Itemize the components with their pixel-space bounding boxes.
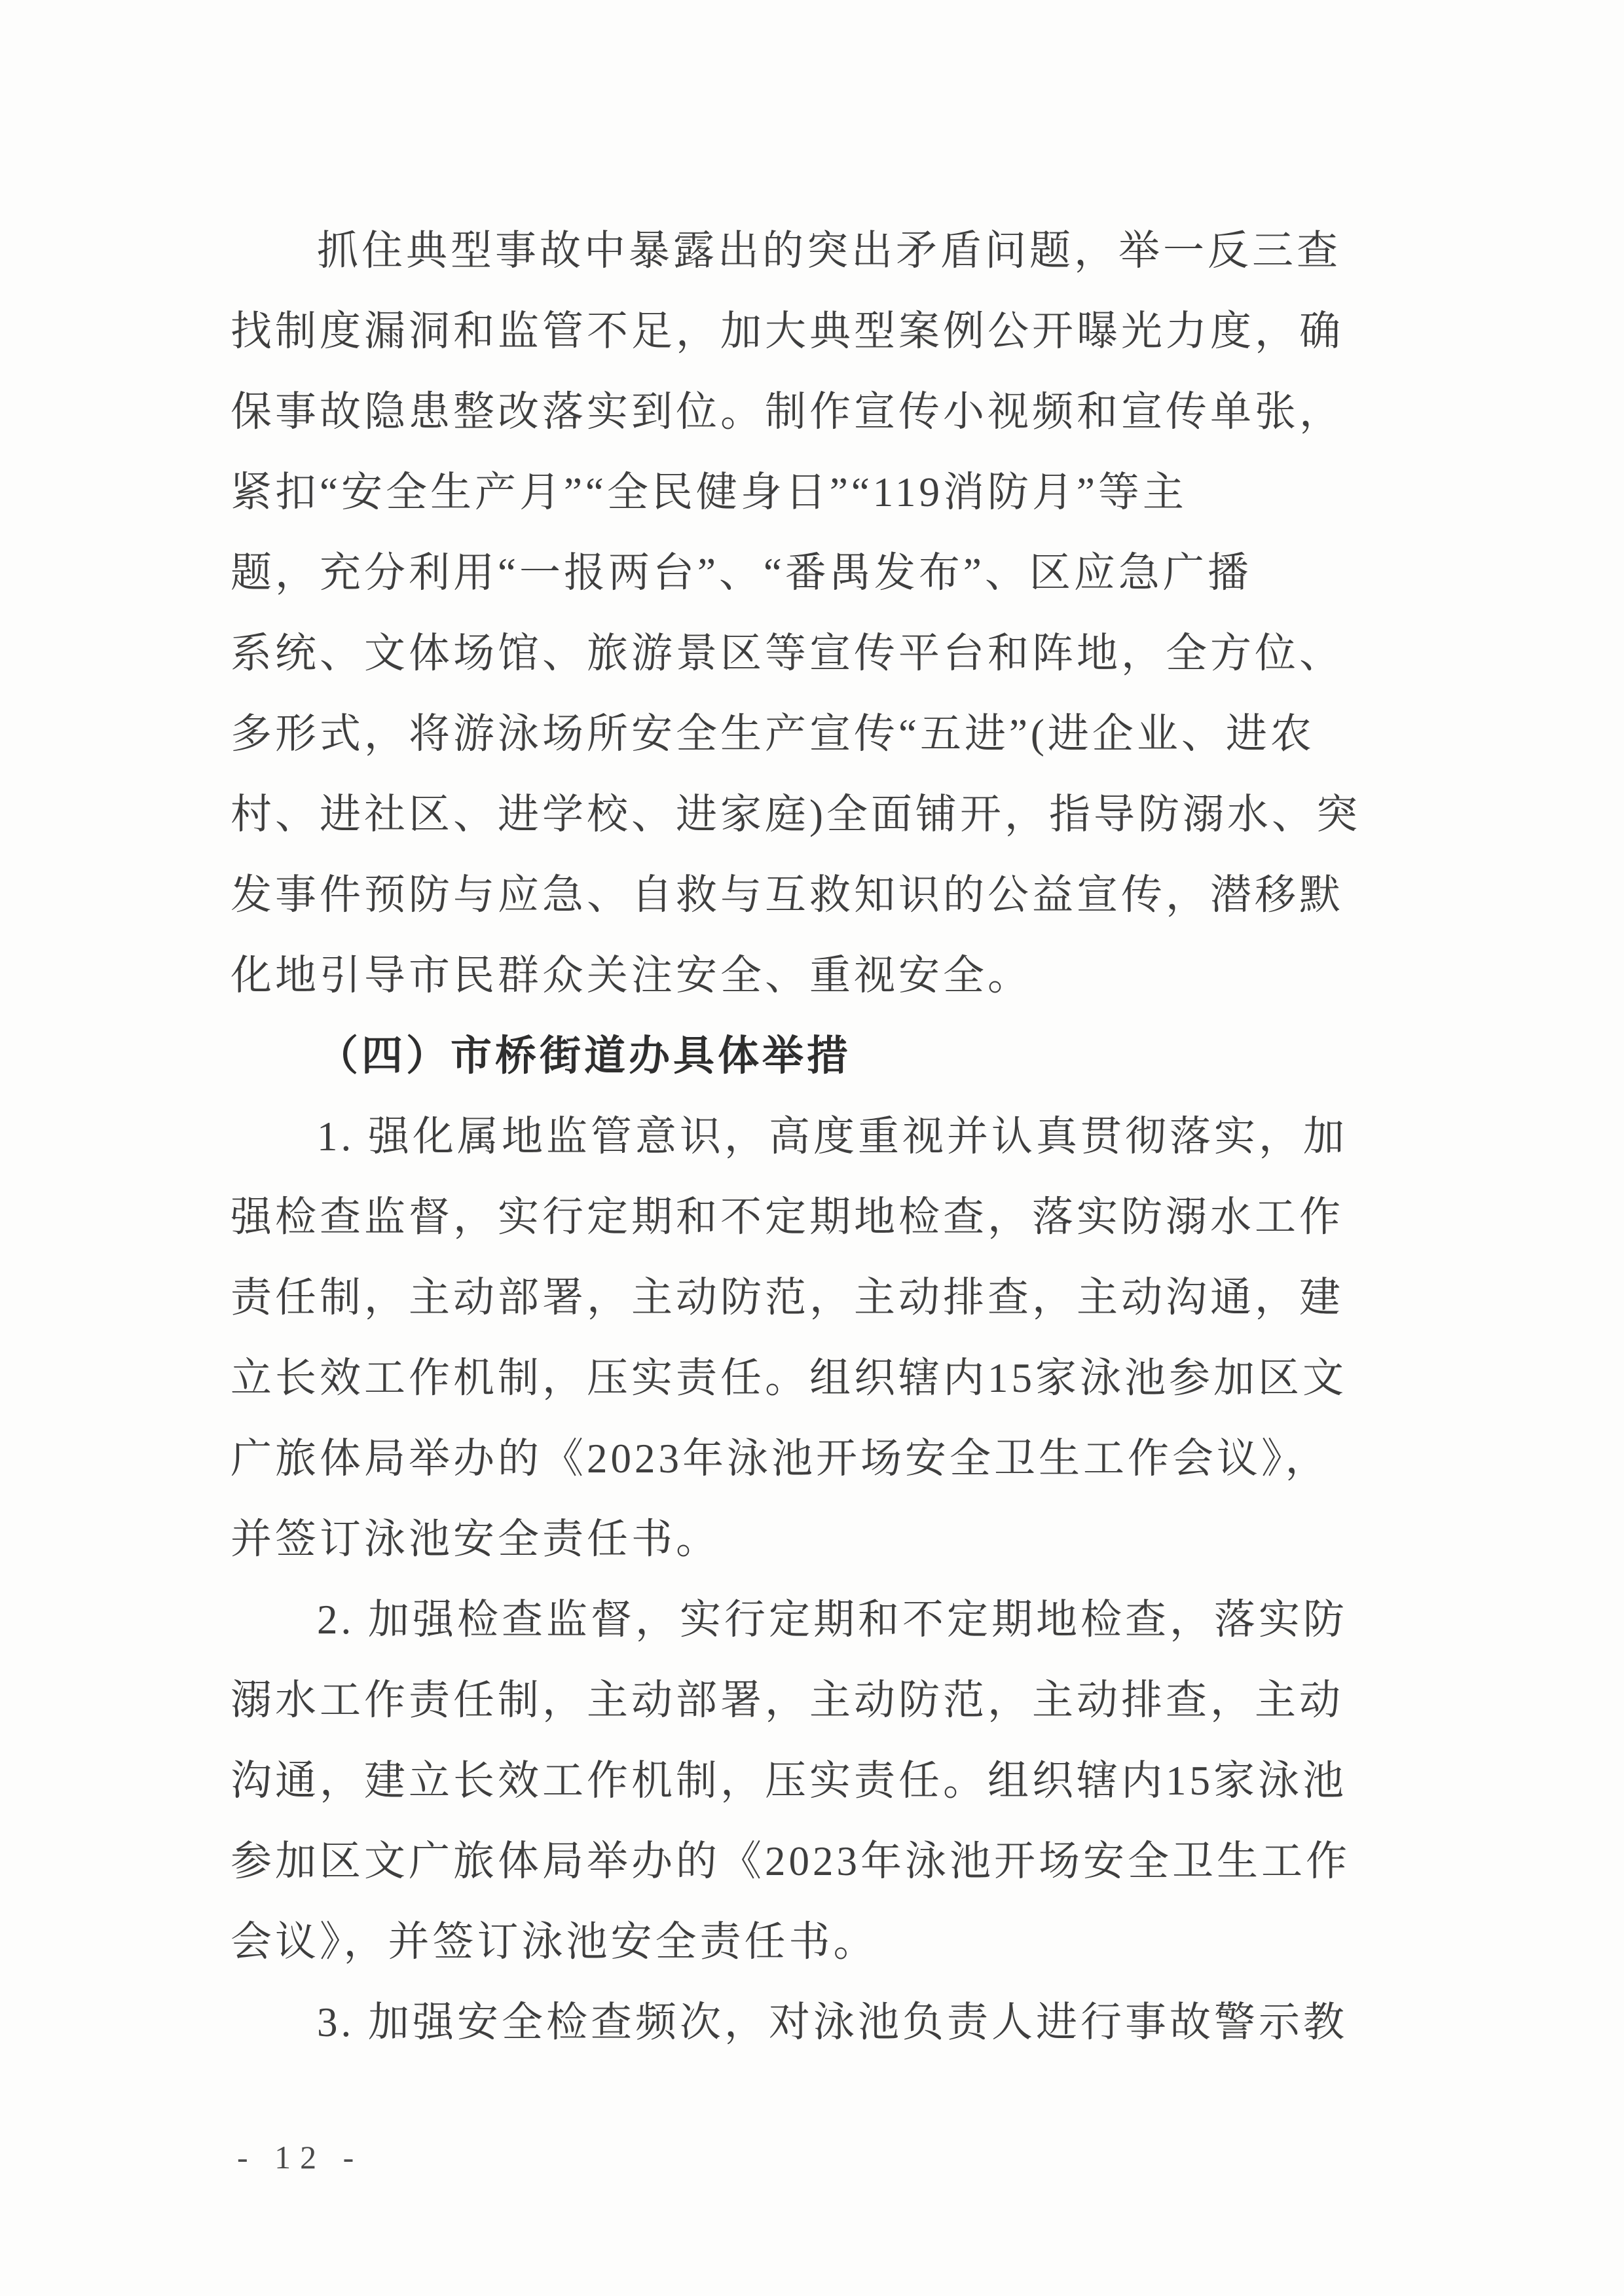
document-body xyxy=(231,207,1365,2059)
text-line: 抓住典型事故中暴露出的突出矛盾问题，举一反三查 xyxy=(317,228,1341,274)
text-line: 沟通，建立长效工作机制，压实责任。组织辖内15家泳池 xyxy=(231,1758,1347,1804)
text-line: 会议》，并签订泳池安全责任书。 xyxy=(231,1919,878,1965)
text-line: 紧扣“安全生产月”“全民健身日”“119消防月”等主 xyxy=(231,469,1187,515)
text-line: 找制度漏洞和监管不足，加大典型案例公开曝光力度，确 xyxy=(231,308,1344,354)
text-line: 责任制，主动部署，主动防范，主动排查，主动沟通，建 xyxy=(231,1275,1344,1321)
text-line: 化地引导市民群众关注安全、重视安全。 xyxy=(231,953,1032,998)
text-line: 保事故隐患整改落实到位。制作宣传小视频和宣传单张， xyxy=(231,389,1344,435)
text-line: 村、进社区、进学校、进家庭)全面铺开，指导防溺水、突 xyxy=(231,792,1361,837)
text-line: 题，充分利用“一报两台”、“番禺发布”、区应急广播 xyxy=(231,550,1252,596)
text-line: 广旅体局举办的《2023年泳池开场安全卫生工作会议》， xyxy=(231,1436,1330,1482)
text-line: 溺水工作责任制，主动部署，主动防范，主动排查，主动 xyxy=(231,1677,1344,1723)
text-line: 强检查监督，实行定期和不定期地检查，落实防溺水工作 xyxy=(231,1194,1344,1240)
text-line: 并签订泳池安全责任书。 xyxy=(231,1516,720,1562)
page-number: - 12 - xyxy=(237,2139,363,2176)
text-line: 发事件预防与应急、自救与互救知识的公益宣传，潜移默 xyxy=(231,872,1344,918)
text-line: 参加区文广旅体局举办的《2023年泳池开场安全卫生工作 xyxy=(231,1838,1350,1884)
text-line: 3. 加强安全检查频次，对泳池负责人进行事故警示教 xyxy=(317,1999,1348,2045)
text-line: 1. 强化属地监管意识，高度重视并认真贯彻落实，加 xyxy=(317,1114,1348,1159)
text-line: 系统、文体场馆、旅游景区等宣传平台和阵地，全方位、 xyxy=(231,630,1344,676)
section-heading: （四）市桥街道办具体举措 xyxy=(317,1033,851,1079)
text-line: 立长效工作机制，压实责任。组织辖内15家泳池参加区文 xyxy=(231,1355,1347,1401)
text-line: 多形式，将游泳场所安全生产宣传“五进”(进企业、进农 xyxy=(231,711,1315,757)
text-line: 2. 加强检查监督，实行定期和不定期地检查，落实防 xyxy=(317,1597,1348,1643)
